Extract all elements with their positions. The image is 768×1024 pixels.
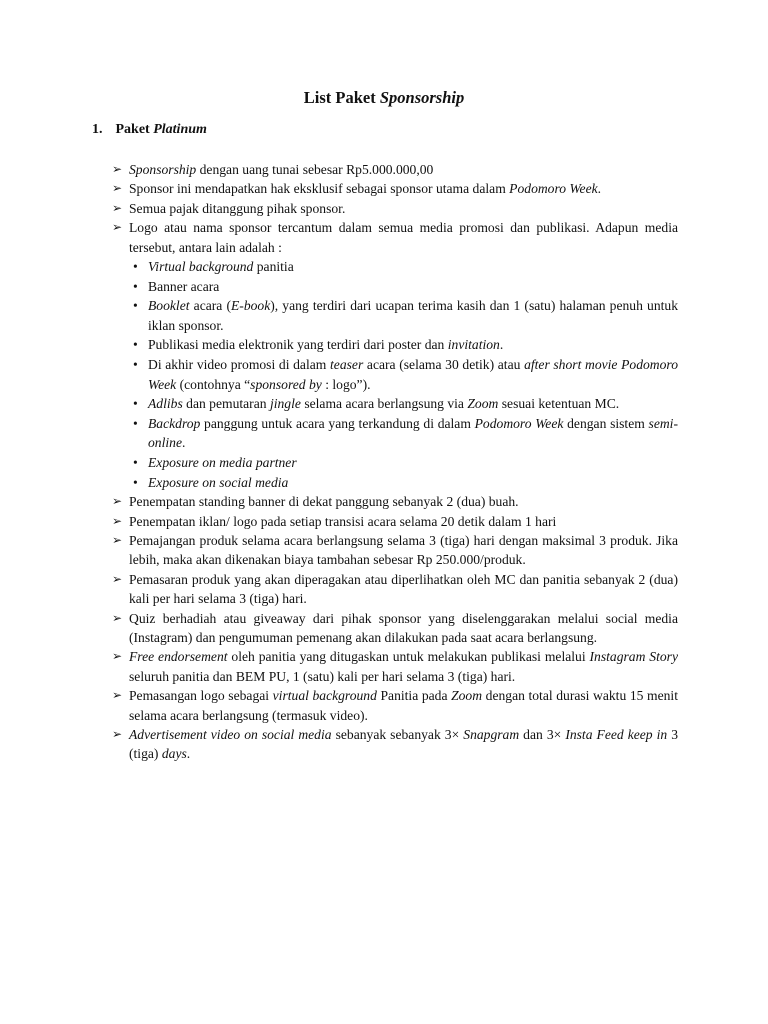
text-run: 3 (tiga) bbox=[129, 727, 679, 762]
list-item bbox=[112, 725, 678, 764]
sublist-item bbox=[129, 277, 678, 297]
round-bullet-icon: • bbox=[133, 298, 138, 314]
italic-text: after short movie Podomoro Week bbox=[148, 357, 679, 392]
round-bullet-icon: • bbox=[133, 337, 138, 353]
text-run: Sponsor ini mendapatkan hak eksklusif sebagai sponsor utama dalam bbox=[129, 181, 510, 197]
list-item bbox=[112, 647, 678, 686]
italic-text: Zoom bbox=[451, 688, 483, 704]
section-heading bbox=[92, 122, 207, 138]
sublist-item bbox=[129, 414, 678, 453]
italic-text: Sponsorship bbox=[129, 162, 197, 177]
italic-text: Virtual background bbox=[148, 259, 254, 275]
list-item bbox=[112, 179, 678, 198]
text-run: . bbox=[597, 181, 602, 197]
round-bullet-icon: • bbox=[133, 396, 138, 412]
italic-text: jingle bbox=[269, 396, 301, 412]
italic-text: semi-online bbox=[148, 415, 678, 451]
benefit-list bbox=[112, 160, 678, 764]
text-run: Penempatan standing banner di dekat panggung sebanyak 2 (dua) buah. bbox=[129, 494, 519, 510]
text-run: Pemasaran produk yang akan diperagakan atau diperlihatkan oleh MC dan panitia sebanyak 2 (dua) kali per hari selama 3 (tiga) hari. bbox=[129, 571, 678, 607]
section-label: Paket bbox=[115, 122, 154, 137]
italic-text: sponsored by bbox=[250, 376, 322, 392]
text-run: dengan total durasi waktu 15 menit selama acara berlangsung (termasuk video). bbox=[129, 688, 678, 723]
italic-text: Snapgram bbox=[463, 727, 520, 743]
sublist-item bbox=[129, 296, 678, 335]
text-run: Banner acara bbox=[148, 278, 220, 294]
italic-text: Instagram Story bbox=[589, 649, 678, 665]
round-bullet-icon: • bbox=[133, 259, 138, 275]
text-run: : logo”). bbox=[321, 376, 371, 392]
sublist-item bbox=[129, 394, 678, 414]
arrow-bullet-icon: ➢ bbox=[112, 649, 123, 664]
section-number: 1. bbox=[92, 122, 103, 137]
italic-text: Podomoro Week bbox=[509, 181, 598, 197]
arrow-bullet-icon: ➢ bbox=[112, 181, 123, 196]
text-run: Pemasangan logo sebagai bbox=[129, 688, 273, 704]
sublist-item bbox=[129, 355, 678, 394]
italic-text: Advertisement video on social media bbox=[129, 727, 332, 743]
round-bullet-icon: • bbox=[133, 278, 138, 294]
arrow-bullet-icon: ➢ bbox=[112, 571, 123, 586]
text-run: panitia bbox=[253, 259, 294, 275]
round-bullet-icon: • bbox=[133, 454, 138, 470]
arrow-bullet-icon: ➢ bbox=[112, 532, 123, 547]
text-run: acara ( bbox=[189, 298, 231, 314]
text-run: selama acara berlangsung via bbox=[300, 396, 468, 412]
section-label-italic: Platinum bbox=[153, 122, 207, 137]
text-run: Quiz berhadiah atau giveaway dari pihak sponsor yang diselenggarakan melalui social media (Instagram) dan pengumuman pemenang akan dilakukan pada saat acara berlangsung. bbox=[129, 610, 678, 645]
arrow-bullet-icon: ➢ bbox=[112, 610, 123, 625]
italic-text: Zoom bbox=[467, 396, 499, 412]
text-run: Publikasi media elektronik yang terdiri dari poster dan bbox=[148, 337, 448, 353]
arrow-bullet-icon: ➢ bbox=[112, 494, 123, 509]
italic-text: E-book bbox=[230, 298, 271, 314]
italic-text: Podomoro Week bbox=[474, 415, 564, 431]
text-run: acara (selama 30 detik) atau bbox=[363, 357, 525, 372]
text-run: Penempatan iklan/ logo pada setiap transisi acara selama 20 detik dalam 1 hari bbox=[129, 513, 557, 529]
title-text: List Paket bbox=[303, 88, 380, 107]
arrow-bullet-icon: ➢ bbox=[112, 688, 123, 703]
italic-text: Exposure on media partner bbox=[148, 454, 297, 470]
italic-text: Adlibs bbox=[148, 396, 183, 412]
italic-text: teaser bbox=[330, 357, 364, 372]
list-item bbox=[112, 531, 678, 570]
text-run: . bbox=[499, 337, 504, 353]
text-run: dan pemutaran bbox=[182, 396, 270, 412]
text-run: dengan uang tunai sebesar Rp5.000.000,00 bbox=[196, 162, 434, 177]
list-item bbox=[112, 512, 678, 531]
sublist-item bbox=[129, 453, 678, 473]
list-item bbox=[112, 218, 678, 492]
text-run: oleh panitia yang ditugaskan untuk melakukan publikasi melalui bbox=[227, 649, 590, 665]
list-item bbox=[112, 570, 678, 609]
list-item bbox=[112, 686, 678, 725]
italic-text: Exposure on social media bbox=[148, 474, 289, 490]
italic-text: days bbox=[161, 746, 187, 762]
sublist-item bbox=[129, 335, 678, 355]
text-run: Logo atau nama sponsor tercantum dalam semua media promosi dan publikasi. Adapun media tersebut, antara lain adalah : bbox=[129, 220, 678, 255]
text-run: Di akhir video promosi di dalam bbox=[148, 357, 331, 372]
italic-text: Backdrop bbox=[148, 415, 201, 431]
text-run: Semua pajak ditanggung pihak sponsor. bbox=[129, 200, 346, 216]
arrow-bullet-icon: ➢ bbox=[112, 727, 123, 742]
italic-text: Booklet bbox=[148, 298, 190, 314]
italic-text: invitation bbox=[447, 337, 500, 353]
sublist-item bbox=[129, 257, 678, 277]
text-run: . bbox=[186, 746, 191, 762]
text-run: dan 3× bbox=[519, 727, 566, 743]
text-run: sebanyak sebanyak 3× bbox=[331, 727, 464, 743]
round-bullet-icon: • bbox=[133, 415, 138, 431]
arrow-bullet-icon: ➢ bbox=[112, 162, 123, 176]
text-run: ), yang terdiri dari ucapan terima kasih dan 1 (satu) halaman penuh untuk iklan sponsor. bbox=[148, 298, 678, 333]
sublist-item bbox=[129, 473, 678, 493]
round-bullet-icon: • bbox=[133, 474, 138, 490]
list-item bbox=[112, 492, 678, 511]
list-item bbox=[112, 609, 678, 648]
italic-text: virtual background bbox=[272, 688, 377, 704]
italic-text: Free endorsement bbox=[129, 649, 228, 665]
page-title bbox=[0, 88, 768, 108]
text-run: seluruh panitia dan BEM PU, 1 (satu) kali per hari selama 3 (tiga) hari. bbox=[129, 668, 516, 684]
round-bullet-icon: • bbox=[133, 357, 138, 372]
text-run: (contohnya “ bbox=[176, 376, 251, 392]
title-italic: Sponsorship bbox=[379, 88, 465, 107]
list-item bbox=[112, 160, 678, 179]
text-run: dengan sistem bbox=[563, 415, 649, 431]
list-item bbox=[112, 199, 678, 218]
arrow-bullet-icon: ➢ bbox=[112, 220, 123, 235]
media-sublist bbox=[129, 257, 678, 492]
arrow-bullet-icon: ➢ bbox=[112, 513, 123, 528]
text-run: Pemajangan produk selama acara berlangsung selama 3 (tiga) hari dengan maksimal 3 produk. Jika lebih, maka akan dikenakan biaya tambahan sebesar Rp 250.000/produk. bbox=[129, 532, 678, 568]
text-run: sesuai ketentuan MC. bbox=[498, 396, 620, 412]
arrow-bullet-icon: ➢ bbox=[112, 200, 123, 215]
text-run: . bbox=[181, 435, 186, 451]
italic-text: Insta Feed keep in bbox=[565, 727, 668, 743]
text-run: panggung untuk acara yang terkandung di dalam bbox=[200, 415, 475, 431]
text-run: Panitia pada bbox=[376, 688, 452, 704]
